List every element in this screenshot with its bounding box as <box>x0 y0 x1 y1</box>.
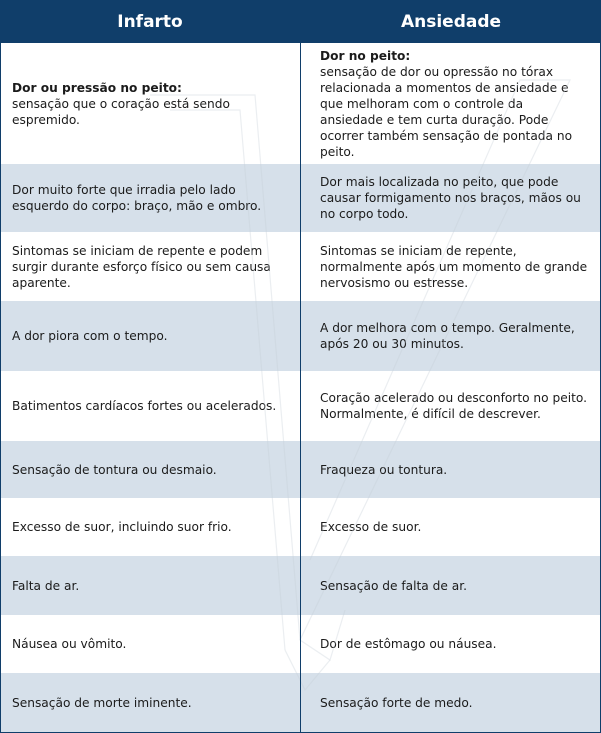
ansiedade-cell-title: Dor no peito: <box>320 48 411 63</box>
infarto-cell-text: Dor muito forte que irradia pelo lado esquerdo do corpo: braço, mão e ombro. <box>12 183 262 213</box>
column-divider <box>300 0 301 733</box>
header-ansiedade <box>301 0 601 43</box>
ansiedade-cell <box>301 371 601 441</box>
ansiedade-cell <box>301 615 601 673</box>
infarto-cell <box>0 232 300 301</box>
infarto-cell <box>0 498 300 556</box>
infarto-cell <box>0 371 300 441</box>
ansiedade-cell <box>301 441 601 498</box>
ansiedade-cell <box>301 232 601 301</box>
infarto-cell <box>0 301 300 371</box>
ansiedade-cell <box>301 498 601 556</box>
infarto-cell <box>0 615 300 673</box>
ansiedade-cell-text: Excesso de suor. <box>320 520 422 534</box>
infarto-cell-text: Excesso de suor, incluindo suor frio. <box>12 520 232 534</box>
ansiedade-cell-text: Sintomas se iniciam de repente, normalmente após um momento de grande nervosismo ou estresse. <box>320 243 588 290</box>
infarto-cell <box>0 556 300 615</box>
ansiedade-cell-text: Dor de estômago ou náusea. <box>320 637 497 651</box>
infarto-cell-text: Sensação de morte iminente. <box>12 696 192 710</box>
infarto-cell-text: Falta de ar. <box>12 578 80 593</box>
infarto-cell-text: A dor piora com o tempo. <box>12 329 168 343</box>
ansiedade-cell <box>301 43 601 164</box>
ansiedade-cell <box>301 301 601 371</box>
ansiedade-cell <box>301 673 601 733</box>
ansiedade-cell-text: Coração acelerado ou desconforto no peito. Normalmente, é difícil de descrever. <box>320 391 588 421</box>
infarto-cell-text: sensação que o coração está sendo espremido. <box>12 96 230 127</box>
header-infarto <box>0 0 300 43</box>
infarto-cell-text: Náusea ou vômito. <box>12 637 127 651</box>
ansiedade-cell <box>301 164 601 232</box>
infarto-cell-text: Sintomas se iniciam de repente e podem surgir durante esforço físico ou sem causa aparente. <box>12 243 271 290</box>
ansiedade-cell-text: Fraqueza ou tontura. <box>320 462 448 477</box>
ansiedade-cell-text: A dor melhora com o tempo. Geralmente, após 20 ou 30 minutos. <box>320 321 575 351</box>
infarto-cell <box>0 441 300 498</box>
infarto-cell-title: Dor ou pressão no peito: <box>12 80 182 95</box>
infarto-cell <box>0 673 300 733</box>
infarto-cell <box>0 43 300 164</box>
ansiedade-cell-text: Sensação de falta de ar. <box>320 578 467 593</box>
ansiedade-cell-text: Dor mais localizada no peito, que pode causar formigamento nos braços, mãos ou no corpo todo. <box>320 175 581 221</box>
header-ansiedade-label: Ansiedade <box>400 11 502 32</box>
infarto-cell-text: Batimentos cardíacos fortes ou acelerados. <box>12 399 277 413</box>
ansiedade-cell <box>301 556 601 615</box>
header-infarto-label: Infarto <box>117 11 183 32</box>
infarto-cell-text: Sensação de tontura ou desmaio. <box>12 462 217 477</box>
infarto-cell <box>0 164 300 232</box>
ansiedade-cell-text: sensação de dor ou opressão no tórax relacionada a momentos de ansiedade e que melhoram com o controle da ansiedade e tem curta duração. Pode ocorrer também sensação de pontada no peito. <box>320 64 573 159</box>
ansiedade-cell-text: Sensação forte de medo. <box>320 696 473 710</box>
